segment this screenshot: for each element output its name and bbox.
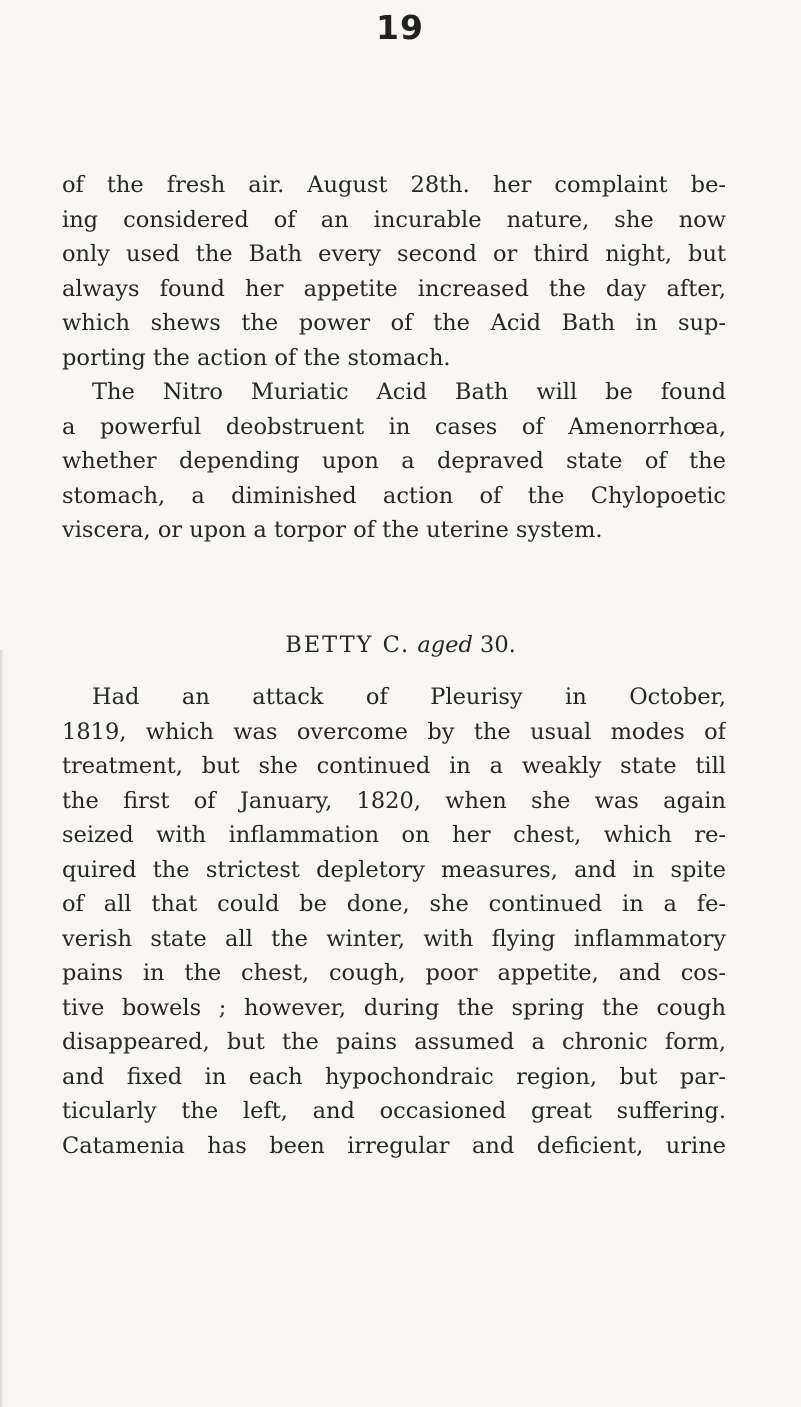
text-line: and fixed in each hypochondraic region, but par-	[62, 1063, 726, 1090]
case-aged-label: aged	[417, 632, 473, 658]
text-line: of the fresh air. August 28th. her complaint be-	[62, 172, 726, 198]
text-line: a powerful deobstruent in cases of Amenorrhœa,	[62, 413, 726, 440]
text-line: stomach, a diminished action of the Chylopoetic	[62, 482, 726, 509]
text-line: ing considered of an incurable nature, she now	[62, 206, 726, 233]
page-number: 19	[376, 8, 424, 47]
page-edge-shadow	[0, 650, 4, 1407]
text-line: seized with inflammation on her chest, which re-	[62, 822, 726, 848]
text-line: disappeared, but the pains assumed a chronic form,	[62, 1029, 726, 1055]
text-line: treatment, but she continued in a weakly state till	[62, 753, 726, 779]
text-line: which shews the power of the Acid Bath in sup-	[62, 310, 726, 336]
case-heading	[0, 628, 801, 662]
text-line: quired the strictest depletory measures, and in spite	[62, 856, 726, 883]
case-age: 30.	[480, 632, 516, 658]
text-line: pains in the chest, cough, poor appetite, and cos-	[62, 960, 726, 986]
text-line: of all that could be done, she continued in a fe-	[62, 891, 726, 917]
text-line: The Nitro Muriatic Acid Bath will be found	[92, 379, 726, 405]
case-name: BETTY C.	[285, 632, 411, 658]
text-line: the first of January, 1820, when she was again	[62, 787, 726, 814]
text-block-top	[62, 168, 726, 548]
text-line: porting the action of the stomach.	[62, 344, 451, 371]
text-line: tive bowels ; however, during the spring the cough	[62, 994, 726, 1021]
text-line: only used the Bath every second or third night, but	[62, 241, 726, 267]
text-line: ticularly the left, and occasioned great suffering.	[62, 1098, 726, 1124]
text-block-case	[62, 680, 726, 1163]
text-line: Had an attack of Pleurisy in October,	[92, 684, 726, 710]
text-line: viscera, or upon a torpor of the uterine system.	[62, 517, 603, 543]
text-line: whether depending upon a depraved state of the	[62, 448, 726, 474]
text-line: 1819, which was overcome by the usual modes of	[62, 718, 726, 745]
text-line: Catamenia has been irregular and deficient, urine	[62, 1132, 726, 1159]
text-line: verish state all the winter, with flying inflammatory	[62, 925, 726, 952]
text-line: always found her appetite increased the day after,	[62, 275, 726, 302]
